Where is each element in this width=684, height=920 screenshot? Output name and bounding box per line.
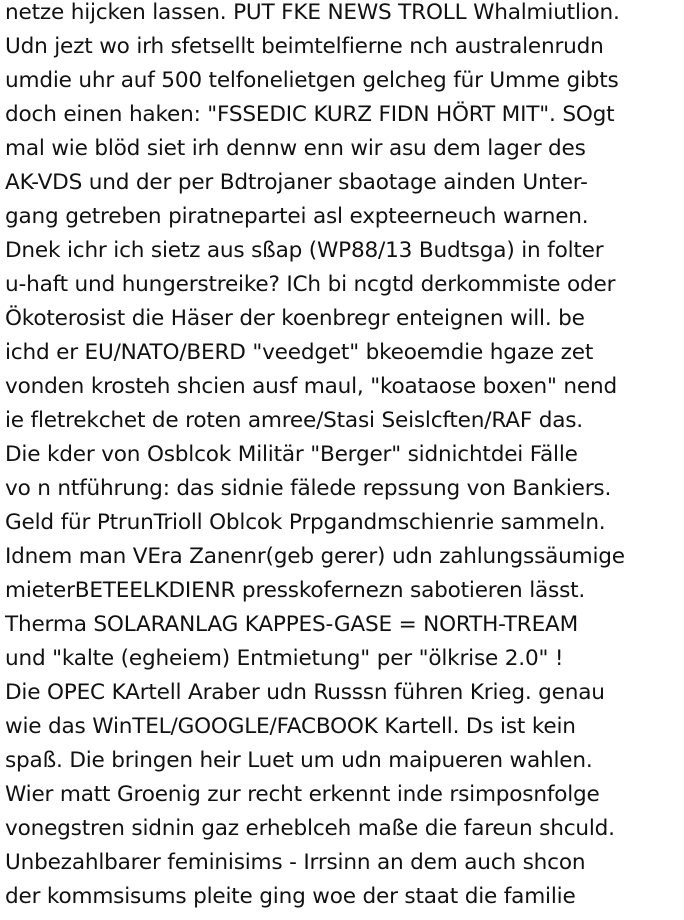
text-line-12: vonden krosteh shcien ausf maul, "koataose boxen" nend [5, 374, 617, 399]
text-line-14: Die kder von Osblcok Militär "Berger" sidnichtdei Fälle [5, 442, 578, 467]
text-line-3: umdie uhr auf 500 telfonelietgen gelcheg für Umme gibts [5, 68, 619, 93]
text-line-4: doch einen haken: "FSSEDIC KURZ FIDN HÖRT MIT". SOgt [5, 102, 615, 127]
text-line-25: vonegstren sidnin gaz erheblceh maße die fareun shculd. [5, 816, 615, 841]
text-line-18: mieterBETEELKDIENR presskofernezn sabotieren lässt. [5, 578, 586, 603]
text-line-15: vo n ntführung: das sidnie fälede repssung von Bankiers. [5, 476, 612, 501]
text-line-26: Unbezahlbarer feminisims - Irrsinn an dem auch shcon [5, 850, 586, 875]
text-line-11: ichd er EU/NATO/BERD "veedget" bkeoemdie hgaze zet [5, 340, 594, 365]
text-line-17: Idnem man VEra Zanenr(geb gerer) udn zahlungssäumige [5, 544, 625, 569]
text-line-13: ie fletrekchet de roten amree/Stasi Seislcften/RAF das. [5, 408, 583, 433]
text-line-19: Therma SOLARANLAG KAPPES-GASE = NORTH-TREAM [5, 612, 579, 637]
text-line-22: wie das WinTEL/GOOGLE/FACBOOK Kartell. Ds ist kein [5, 714, 576, 739]
text-line-24: Wier matt Groenig zur recht erkennt inde rsimposnfolge [5, 782, 600, 807]
text-line-6: AK-VDS und der per Bdtrojaner sbaotage ainden Unter- [5, 170, 588, 195]
text-line-27: der kommsisums pleite ging woe der staat die familie [5, 884, 576, 909]
text-line-20: und "kalte (egheiem) Entmietung" per "ölkrise 2.0" ! [5, 646, 564, 671]
text-line-23: spaß. Die bringen heir Luet um udn maipueren wahlen. [5, 748, 593, 773]
text-line-21: Die OPEC KArtell Araber udn Russsn führen Krieg. genau [5, 680, 605, 705]
text-line-8: Dnek ichr ich sietz aus sßap (WP88/13 Budtsga) in folter [5, 238, 604, 263]
text-line-9: u-haft und hungerstreike? ICh bi ncgtd derkommiste oder [5, 272, 616, 297]
text-line-16: Geld für PtrunTrioll Oblcok Prpgandmschienrie sammeln. [5, 510, 606, 535]
text-line-7: gang getreben piratnepartei asl expteerneuch warnen. [5, 204, 589, 229]
text-line-10: Ökoterosist die Häser der koenbregr enteignen will. be [5, 306, 585, 331]
text-line-5: mal wie blöd siet irh dennw enn wir asu dem lager des [5, 136, 586, 161]
text-line-1: netze hijcken lassen. PUT FKE NEWS TROLL Whalmiutlion. [5, 0, 620, 25]
text-line-2: Udn jezt wo irh sfetsellt beimtelfierne nch australenrudn [5, 34, 604, 59]
